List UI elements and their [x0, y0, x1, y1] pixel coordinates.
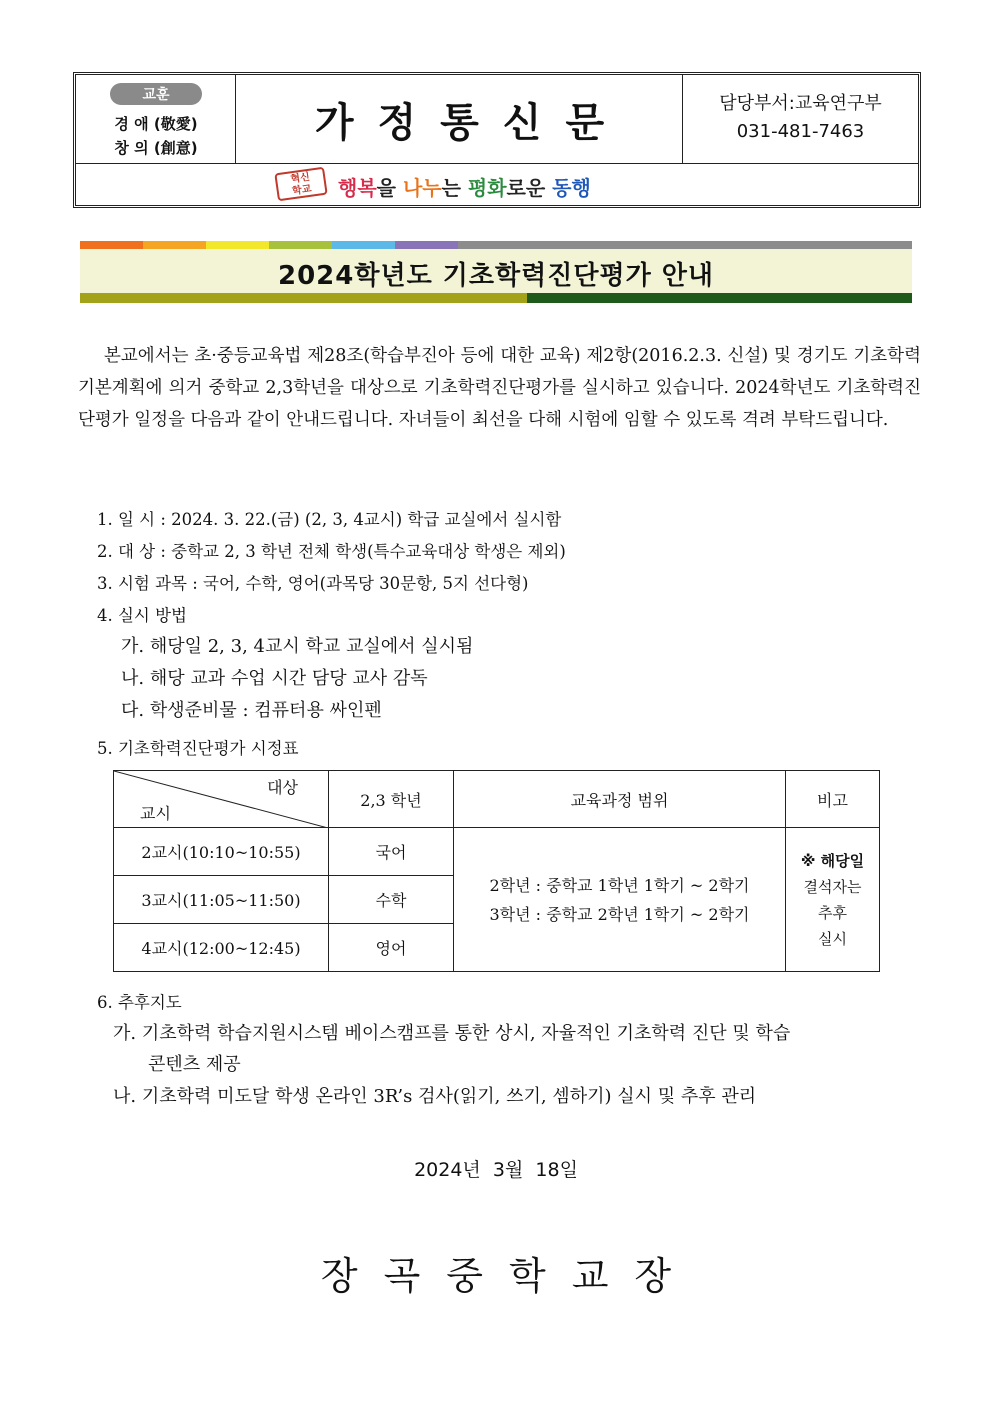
department-name: 담당부서:교육연구부 [719, 93, 882, 114]
subject-cell: 국어 [329, 828, 454, 876]
department-phone: 031-481-7463 [736, 121, 865, 142]
col-header-note: 비고 [786, 771, 880, 828]
corner-label-period: 교시 [140, 804, 171, 823]
issue-date: 2024년 3월 18일 [414, 1159, 578, 1181]
stripe-segment [206, 241, 269, 249]
motto-badge: 교훈 [110, 83, 202, 105]
table-header-row [114, 771, 880, 828]
subject-cell: 영어 [329, 924, 454, 972]
note-line-4: 실시 [818, 929, 847, 948]
stripe-segment [143, 241, 206, 249]
note-line-2: 결석자는 [803, 877, 862, 896]
timetable [113, 770, 880, 972]
stripe-segment [332, 241, 395, 249]
notice-title: 2024학년도 기초학력진단평가 안내 [278, 261, 714, 291]
banner-underline-right [527, 293, 912, 303]
period-cell: 3교시(11:05~11:50) [114, 876, 329, 924]
period-cell: 4교시(12:00~12:45) [114, 924, 329, 972]
document-title: 가정통신문 [314, 100, 629, 146]
col-header-grade: 2,3 학년 [329, 771, 454, 828]
motto-cell [76, 75, 236, 163]
motto-line-1: 경 애 (敬愛) [114, 115, 198, 133]
newsletter-header [73, 72, 921, 208]
stripe-segment [395, 241, 458, 249]
method-a: 가. 해당일 2, 3, 4교시 학교 교실에서 실시됨 [121, 636, 474, 657]
col-header-range: 교육과정 범위 [454, 771, 786, 828]
school-slogan [338, 172, 591, 201]
note-line-3: 추후 [818, 903, 847, 922]
department-cell [683, 75, 918, 163]
item-subjects: 3. 시험 과목 : 국어, 수학, 영어(과목당 30문항, 5지 선다형) [97, 574, 529, 593]
intro-paragraph: 본교에서는 초·중등교육법 제28조(학습부진아 등에 대한 교육) 제2항(2016.2.3. 신설) 및 경기도 기초학력기본계획에 의거 중학교 2,3학년을 대상으로 기초학력진단평가를 실시하고 있습니다. 2024학년도 기초학력진단평가 일정을 다음과 같이 안내드립니다. 자녀들이 최선을 다해 시험에 임할 수 있도록 격려 부탁드립니다. [78, 346, 921, 430]
followup-a-line-2: 콘텐츠 제공 [148, 1054, 241, 1075]
slogan-part: 나누 [402, 176, 442, 200]
note-line-1: ※ 해당일 [800, 851, 865, 870]
slogan-part: 행복 [338, 176, 377, 200]
method-b: 나. 해당 교과 수업 시간 담당 교사 감독 [121, 668, 428, 689]
subject-cell: 수학 [329, 876, 454, 924]
item-followup: 6. 추후지도 [97, 993, 182, 1012]
range-cell [454, 828, 786, 972]
slogan-part: 로운 [506, 176, 553, 200]
range-grade-3: 3학년 : 중학교 2학년 1학기 ~ 2학기 [489, 904, 750, 924]
followup-a-line-1: 가. 기초학력 학습지원시스템 베이스캠프를 통한 상시, 자율적인 기초학력 진단 및 학습 [113, 1023, 791, 1044]
slogan-part: 을 [376, 176, 403, 200]
item-target: 2. 대 상 : 중학교 2, 3 학년 전체 학생(특수교육대상 학생은 제외) [97, 542, 566, 561]
followup-b: 나. 기초학력 미도달 학생 온라인 3R’s 검사(읽기, 쓰기, 셈하기) 실시 및 추후 관리 [113, 1086, 757, 1107]
innovation-school-stamp-icon [274, 167, 327, 202]
item-schedule: 1. 일 시 : 2024. 3. 22.(금) (2, 3, 4교시) 학급 교실에서 실시함 [97, 510, 562, 529]
stripe-segment [269, 241, 332, 249]
slogan-part: 는 [441, 176, 468, 200]
color-stripe [80, 241, 912, 249]
note-cell [786, 828, 880, 972]
method-c: 다. 학생준비물 : 컴퓨터용 싸인펜 [121, 700, 382, 721]
item-timetable: 5. 기초학력진단평가 시정표 [97, 739, 299, 758]
motto-line-2: 창 의 (創意) [114, 139, 198, 157]
principal-signature: 장곡중학교장 [320, 1254, 698, 1298]
stripe-segment [80, 241, 143, 249]
corner-label-target: 대상 [267, 778, 298, 797]
slogan-part: 평화 [467, 176, 507, 200]
stamp-text-bottom: 학교 [291, 183, 313, 198]
table-row [114, 828, 880, 876]
stamp-text-top: 혁신 [289, 171, 311, 186]
range-grade-2: 2학년 : 중학교 1학년 1학기 ~ 2학기 [489, 875, 750, 895]
slogan-row [76, 163, 918, 205]
period-cell: 2교시(10:10~10:55) [114, 828, 329, 876]
title-cell [236, 75, 683, 163]
corner-cell [114, 771, 329, 828]
item-method: 4. 실시 방법 [97, 606, 187, 625]
slogan-part: 동행 [552, 176, 591, 200]
banner-underline-left [80, 293, 527, 303]
stripe-segment [458, 241, 912, 249]
notice-banner [80, 249, 912, 293]
